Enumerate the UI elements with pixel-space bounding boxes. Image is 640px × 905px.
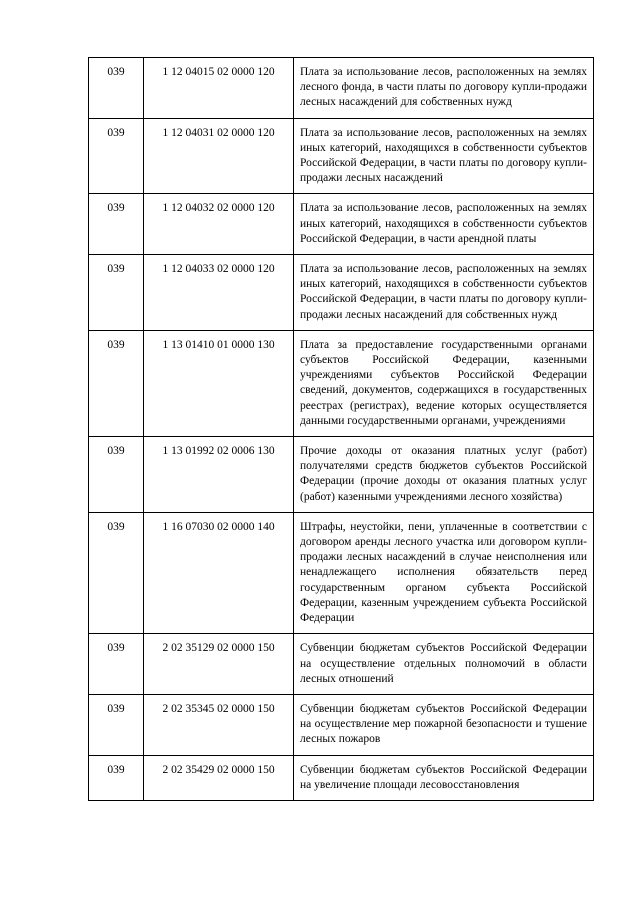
table-row — [89, 694, 594, 755]
kbk-code-cell: 1 13 01992 02 0006 130 — [144, 437, 294, 513]
admin-code-cell: 039 — [89, 512, 144, 633]
kbk-code-cell: 1 12 04032 02 0000 120 — [144, 194, 294, 255]
revenue-name-cell: Плата за использование лесов, расположенных на землях лесного фонда, в части платы по договору купли-продажи лесных насаждений для собственных нужд — [294, 58, 594, 119]
kbk-code-cell: 1 12 04031 02 0000 120 — [144, 118, 294, 194]
table-row — [89, 437, 594, 513]
admin-code-cell: 039 — [89, 694, 144, 755]
revenue-name-cell: Плата за использование лесов, расположенных на землях иных категорий, находящихся в собственности субъектов Российской Федерации, в части платы по договору купли-продажи лесных насаждений для собственных нужд — [294, 255, 594, 331]
kbk-code-cell: 1 12 04033 02 0000 120 — [144, 255, 294, 331]
admin-code-cell: 039 — [89, 330, 144, 436]
table-row — [89, 118, 594, 194]
kbk-code-cell: 2 02 35345 02 0000 150 — [144, 694, 294, 755]
kbk-code-cell: 1 13 01410 01 0000 130 — [144, 330, 294, 436]
kbk-code-cell: 2 02 35129 02 0000 150 — [144, 634, 294, 695]
revenue-name-cell: Прочие доходы от оказания платных услуг (работ) получателями средств бюджетов субъектов Российской Федерации (прочие доходы от оказания платных услуг (работ) казенными учреждениями лесного хозяйства) — [294, 437, 594, 513]
table-row — [89, 58, 594, 119]
admin-code-cell: 039 — [89, 118, 144, 194]
revenue-name-cell: Плата за предоставление государственными органами субъектов Российской Федерации, казенными учреждениями субъектов Российской Федерации сведений, документов, содержащихся в государственных реестрах (регистрах), ведение которых осуществляется данными государственными органами, учреждениями — [294, 330, 594, 436]
revenue-name-cell: Субвенции бюджетам субъектов Российской Федерации на увеличение площади лесовосстановления — [294, 755, 594, 800]
admin-code-cell: 039 — [89, 255, 144, 331]
budget-revenue-table — [88, 57, 594, 801]
admin-code-cell: 039 — [89, 634, 144, 695]
table-row — [89, 255, 594, 331]
table-row — [89, 634, 594, 695]
table-row — [89, 755, 594, 800]
admin-code-cell: 039 — [89, 437, 144, 513]
revenue-name-cell: Субвенции бюджетам субъектов Российской Федерации на осуществление отдельных полномочий в области лесных отношений — [294, 634, 594, 695]
kbk-code-cell: 1 12 04015 02 0000 120 — [144, 58, 294, 119]
admin-code-cell: 039 — [89, 58, 144, 119]
table-row — [89, 512, 594, 633]
kbk-code-cell: 1 16 07030 02 0000 140 — [144, 512, 294, 633]
kbk-code-cell: 2 02 35429 02 0000 150 — [144, 755, 294, 800]
revenue-name-cell: Плата за использование лесов, расположенных на землях иных категорий, находящихся в собственности субъектов Российской Федерации, в части платы по договору купли-продажи лесных насаждений — [294, 118, 594, 194]
admin-code-cell: 039 — [89, 755, 144, 800]
revenue-name-cell: Плата за использование лесов, расположенных на землях иных категорий, находящихся в собственности субъектов Российской Федерации, в части арендной платы — [294, 194, 594, 255]
table-row — [89, 194, 594, 255]
revenue-name-cell: Штрафы, неустойки, пени, уплаченные в соответствии с договором аренды лесного участка или договором купли-продажи лесных насаждений в случае неисполнения или ненадлежащего исполнения обязательств перед государственным органом субъекта Российской Федерации, казенным учреждением субъекта Российской Федерации — [294, 512, 594, 633]
revenue-name-cell: Субвенции бюджетам субъектов Российской Федерации на осуществление мер пожарной безопасности и тушение лесных пожаров — [294, 694, 594, 755]
table-row — [89, 330, 594, 436]
admin-code-cell: 039 — [89, 194, 144, 255]
